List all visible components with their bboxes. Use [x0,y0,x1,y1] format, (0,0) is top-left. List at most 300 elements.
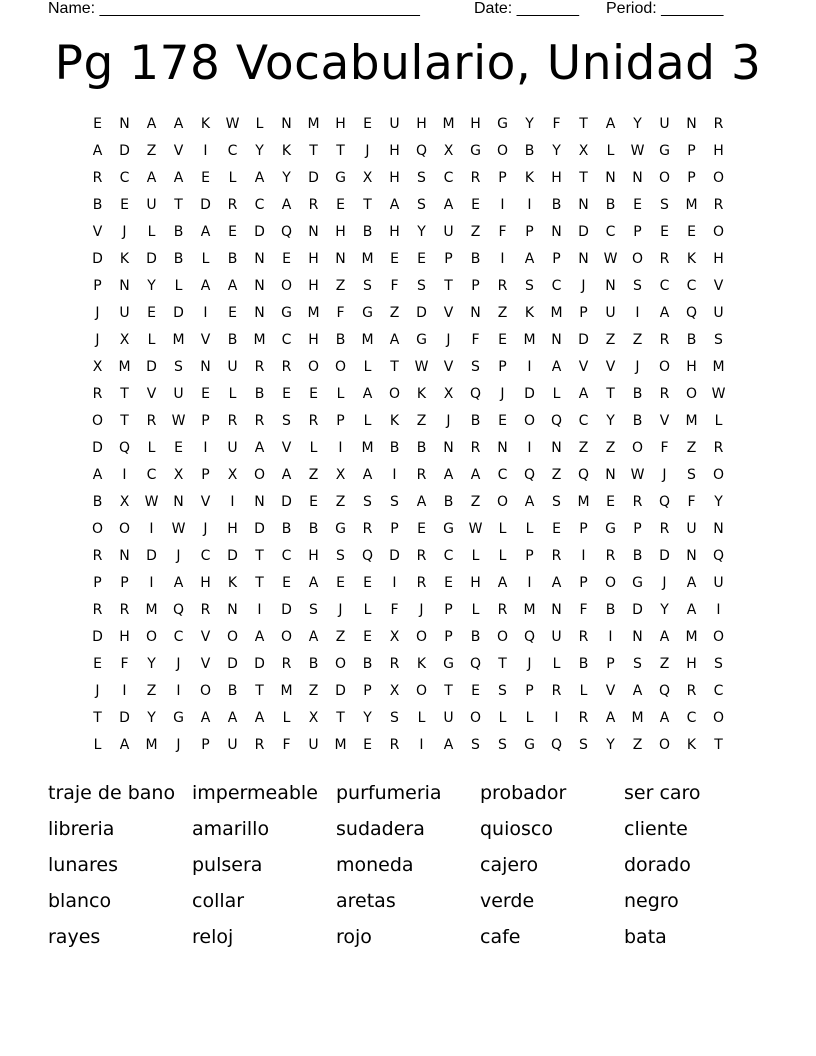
grid-letter[interactable]: P [498,170,507,186]
grid-letter[interactable]: S [633,656,642,672]
grid-letter[interactable]: A [173,575,184,591]
grid-letter[interactable]: D [146,359,157,375]
grid-letter[interactable]: O [118,521,131,537]
grid-letter[interactable]: Z [632,332,643,348]
grid-letter[interactable]: V [200,656,211,672]
grid-letter[interactable]: X [389,629,400,645]
grid-letter[interactable]: T [498,656,507,672]
grid-letter[interactable]: S [714,656,723,672]
grid-letter[interactable]: B [92,494,103,510]
grid-letter[interactable]: Y [525,116,534,132]
grid-letter[interactable]: E [336,575,345,591]
grid-letter[interactable]: L [363,359,372,375]
grid-letter[interactable]: H [713,251,724,267]
grid-letter[interactable]: Z [632,737,643,753]
grid-letter[interactable]: E [201,386,210,402]
grid-letter[interactable]: Z [551,467,562,483]
grid-letter[interactable]: Q [658,494,671,510]
grid-letter[interactable]: M [523,332,536,348]
grid-letter[interactable]: E [282,575,291,591]
grid-letter[interactable]: S [282,413,291,429]
grid-letter[interactable]: H [470,116,481,132]
grid-letter[interactable]: H [686,359,697,375]
grid-letter[interactable]: I [122,683,127,699]
grid-letter[interactable]: O [280,629,293,645]
grid-letter[interactable]: I [230,494,235,510]
grid-letter[interactable]: Y [633,116,642,132]
grid-letter[interactable]: R [389,737,400,753]
grid-letter[interactable]: S [417,170,426,186]
grid-letter[interactable]: S [390,494,399,510]
grid-letter[interactable]: B [254,386,265,402]
grid-letter[interactable]: M [253,332,266,348]
grid-letter[interactable]: F [579,602,588,618]
grid-letter[interactable]: U [146,197,157,213]
grid-letter[interactable]: T [579,116,588,132]
grid-letter[interactable]: E [228,305,237,321]
grid-letter[interactable]: S [687,467,696,483]
grid-letter[interactable]: S [633,278,642,294]
grid-letter[interactable]: J [95,305,100,321]
grid-letter[interactable]: Z [578,440,589,456]
grid-letter[interactable]: U [173,386,184,402]
grid-letter[interactable]: C [686,278,697,294]
grid-letter[interactable]: A [254,629,265,645]
grid-letter[interactable]: S [309,602,318,618]
grid-letter[interactable]: S [417,197,426,213]
grid-letter[interactable]: D [578,332,589,348]
grid-letter[interactable]: E [282,386,291,402]
grid-letter[interactable]: X [119,332,130,348]
grid-letter[interactable]: B [632,386,643,402]
grid-letter[interactable]: R [92,602,103,618]
grid-letter[interactable]: R [254,737,265,753]
grid-letter[interactable]: Z [335,278,346,294]
grid-letter[interactable]: O [91,413,104,429]
grid-letter[interactable]: A [254,710,265,726]
grid-letter[interactable]: Z [470,224,481,240]
grid-letter[interactable]: Q [550,413,563,429]
grid-letter[interactable]: N [497,440,508,456]
grid-letter[interactable]: V [146,386,157,402]
grid-letter[interactable]: T [120,413,129,429]
grid-letter[interactable]: M [631,710,644,726]
grid-letter[interactable]: W [171,521,186,537]
grid-letter[interactable]: I [527,575,532,591]
grid-letter[interactable]: Z [335,494,346,510]
grid-letter[interactable]: G [443,656,454,672]
grid-letter[interactable]: C [605,224,616,240]
grid-letter[interactable]: E [363,629,372,645]
grid-letter[interactable]: B [470,413,481,429]
grid-letter[interactable]: I [257,602,262,618]
grid-letter[interactable]: S [471,359,480,375]
grid-letter[interactable]: I [716,602,721,618]
grid-letter[interactable]: J [662,467,667,483]
grid-letter[interactable]: P [444,251,453,267]
grid-letter[interactable]: D [146,548,157,564]
grid-letter[interactable]: G [335,521,346,537]
grid-letter[interactable]: R [659,332,670,348]
grid-letter[interactable]: H [335,224,346,240]
grid-letter[interactable]: G [659,143,670,159]
grid-letter[interactable]: Y [282,170,291,186]
grid-letter[interactable]: X [119,494,130,510]
grid-letter[interactable]: E [363,575,372,591]
grid-letter[interactable]: N [551,224,562,240]
grid-letter[interactable]: B [173,224,184,240]
grid-letter[interactable]: V [200,629,211,645]
grid-letter[interactable]: T [444,683,453,699]
grid-letter[interactable]: Q [172,602,185,618]
grid-letter[interactable]: C [497,467,508,483]
grid-letter[interactable]: T [363,197,372,213]
grid-letter[interactable]: W [603,251,618,267]
grid-letter[interactable]: W [414,359,429,375]
grid-letter[interactable]: H [308,548,319,564]
grid-letter[interactable]: W [225,116,240,132]
grid-letter[interactable]: L [363,602,372,618]
grid-letter[interactable]: N [335,251,346,267]
grid-letter[interactable]: V [200,332,211,348]
grid-letter[interactable]: I [554,710,559,726]
grid-letter[interactable]: U [605,305,616,321]
grid-letter[interactable]: N [470,305,481,321]
grid-letter[interactable]: A [443,197,454,213]
grid-letter[interactable]: B [632,548,643,564]
grid-letter[interactable]: D [524,386,535,402]
grid-letter[interactable]: E [498,413,507,429]
grid-letter[interactable]: E [120,197,129,213]
grid-letter[interactable]: N [605,278,616,294]
grid-letter[interactable]: N [605,467,616,483]
grid-letter[interactable]: P [579,521,588,537]
grid-letter[interactable]: V [578,359,589,375]
grid-letter[interactable]: O [658,737,671,753]
grid-letter[interactable]: V [200,494,211,510]
grid-letter[interactable]: A [659,305,670,321]
grid-letter[interactable]: H [713,143,724,159]
grid-letter[interactable]: K [686,737,697,753]
grid-letter[interactable]: B [551,197,562,213]
grid-letter[interactable]: R [713,440,724,456]
grid-letter[interactable]: A [200,224,211,240]
grid-letter[interactable]: C [443,548,454,564]
grid-letter[interactable]: C [200,548,211,564]
grid-letter[interactable]: F [471,332,480,348]
grid-letter[interactable]: O [145,629,158,645]
grid-letter[interactable]: X [92,359,103,375]
grid-letter[interactable]: E [633,197,642,213]
grid-letter[interactable]: M [685,629,698,645]
grid-letter[interactable]: C [227,143,238,159]
grid-letter[interactable]: E [417,251,426,267]
grid-letter[interactable]: I [419,737,424,753]
grid-letter[interactable]: R [389,656,400,672]
grid-letter[interactable]: E [552,521,561,537]
grid-letter[interactable]: M [523,602,536,618]
grid-letter[interactable]: L [714,413,723,429]
grid-letter[interactable]: X [389,683,400,699]
grid-letter[interactable]: O [334,656,347,672]
grid-letter[interactable]: S [525,278,534,294]
grid-letter[interactable]: R [119,602,130,618]
grid-letter[interactable]: M [712,359,725,375]
grid-letter[interactable]: T [336,710,345,726]
grid-letter[interactable]: A [119,737,130,753]
grid-letter[interactable]: D [119,710,130,726]
grid-letter[interactable]: K [416,656,427,672]
grid-letter[interactable]: P [525,224,534,240]
grid-letter[interactable]: J [203,521,208,537]
grid-letter[interactable]: L [498,548,507,564]
grid-letter[interactable]: H [416,116,427,132]
grid-letter[interactable]: I [203,143,208,159]
grid-letter[interactable]: Q [280,224,293,240]
grid-letter[interactable]: P [525,548,534,564]
grid-letter[interactable]: L [228,170,237,186]
grid-letter[interactable]: B [470,251,481,267]
grid-letter[interactable]: O [91,521,104,537]
grid-letter[interactable]: J [95,683,100,699]
grid-letter[interactable]: A [524,494,535,510]
grid-letter[interactable]: W [144,494,159,510]
grid-letter[interactable]: H [686,656,697,672]
grid-letter[interactable]: B [416,440,427,456]
grid-letter[interactable]: O [307,359,320,375]
grid-letter[interactable]: F [390,602,399,618]
grid-letter[interactable]: R [551,683,562,699]
grid-letter[interactable]: R [362,521,373,537]
grid-letter[interactable]: B [227,683,238,699]
grid-letter[interactable]: I [392,575,397,591]
grid-letter[interactable]: J [122,224,127,240]
grid-letter[interactable]: E [228,224,237,240]
grid-letter[interactable]: D [281,602,292,618]
grid-letter[interactable]: B [227,332,238,348]
grid-letter[interactable]: T [606,386,615,402]
grid-letter[interactable]: G [470,143,481,159]
grid-letter[interactable]: N [254,305,265,321]
grid-letter[interactable]: T [255,683,264,699]
grid-letter[interactable]: S [660,197,669,213]
grid-letter[interactable]: T [255,548,264,564]
grid-letter[interactable]: C [254,197,265,213]
grid-letter[interactable]: U [119,305,130,321]
grid-letter[interactable]: E [660,224,669,240]
grid-letter[interactable]: U [227,737,238,753]
grid-letter[interactable]: W [468,521,483,537]
grid-letter[interactable]: Q [577,467,590,483]
grid-letter[interactable]: O [712,467,725,483]
grid-letter[interactable]: V [173,143,184,159]
grid-letter[interactable]: O [631,440,644,456]
grid-letter[interactable]: U [713,575,724,591]
grid-letter[interactable]: V [281,440,292,456]
grid-letter[interactable]: Q [523,467,536,483]
grid-letter[interactable]: S [498,737,507,753]
grid-letter[interactable]: N [713,521,724,537]
grid-letter[interactable]: Q [685,305,698,321]
grid-letter[interactable]: I [176,683,181,699]
grid-letter[interactable]: A [227,278,238,294]
grid-letter[interactable]: J [635,359,640,375]
grid-letter[interactable]: N [227,602,238,618]
grid-letter[interactable]: M [172,332,185,348]
grid-letter[interactable]: E [471,683,480,699]
grid-letter[interactable]: M [361,251,374,267]
grid-letter[interactable]: F [687,494,696,510]
grid-letter[interactable]: D [416,305,427,321]
grid-letter[interactable]: L [525,710,534,726]
grid-letter[interactable]: X [227,467,238,483]
grid-letter[interactable]: R [416,467,427,483]
grid-letter[interactable]: X [578,143,589,159]
grid-letter[interactable]: N [551,332,562,348]
grid-letter[interactable]: A [605,710,616,726]
grid-letter[interactable]: O [496,143,509,159]
grid-letter[interactable]: F [282,737,291,753]
grid-letter[interactable]: A [254,440,265,456]
grid-letter[interactable]: B [362,224,373,240]
grid-letter[interactable]: M [145,602,158,618]
grid-letter[interactable]: J [176,548,181,564]
grid-letter[interactable]: T [579,170,588,186]
grid-letter[interactable]: I [149,521,154,537]
grid-letter[interactable]: K [119,251,130,267]
grid-letter[interactable]: Y [417,224,426,240]
grid-letter[interactable]: E [201,170,210,186]
grid-letter[interactable]: R [470,440,481,456]
grid-letter[interactable]: B [389,440,400,456]
grid-letter[interactable]: P [552,251,561,267]
grid-letter[interactable]: J [419,602,424,618]
grid-letter[interactable]: L [309,440,318,456]
grid-letter[interactable]: D [92,440,103,456]
grid-letter[interactable]: S [498,683,507,699]
grid-letter[interactable]: V [92,224,103,240]
grid-letter[interactable]: G [443,521,454,537]
grid-letter[interactable]: E [390,251,399,267]
grid-letter[interactable]: N [173,494,184,510]
grid-letter[interactable]: A [497,575,508,591]
grid-letter[interactable]: P [390,521,399,537]
grid-letter[interactable]: V [443,305,454,321]
grid-letter[interactable]: V [659,413,670,429]
grid-letter[interactable]: F [660,440,669,456]
grid-letter[interactable]: D [254,224,265,240]
grid-letter[interactable]: H [119,629,130,645]
grid-letter[interactable]: B [308,656,319,672]
grid-letter[interactable]: A [308,575,319,591]
grid-letter[interactable]: J [527,656,532,672]
grid-letter[interactable]: X [443,143,454,159]
grid-letter[interactable]: W [711,386,726,402]
grid-letter[interactable]: N [443,440,454,456]
grid-letter[interactable]: R [281,359,292,375]
grid-letter[interactable]: O [280,278,293,294]
grid-letter[interactable]: D [578,224,589,240]
grid-letter[interactable]: O [658,359,671,375]
grid-letter[interactable]: U [308,737,319,753]
grid-letter[interactable]: Y [363,710,372,726]
grid-letter[interactable]: R [497,602,508,618]
grid-letter[interactable]: E [309,386,318,402]
grid-letter[interactable]: R [146,413,157,429]
grid-letter[interactable]: Z [146,683,157,699]
grid-letter[interactable]: A [146,170,157,186]
grid-letter[interactable]: H [551,170,562,186]
grid-letter[interactable]: J [662,575,667,591]
grid-letter[interactable]: C [443,170,454,186]
grid-letter[interactable]: J [176,737,181,753]
grid-letter[interactable]: Z [686,440,697,456]
grid-letter[interactable]: A [281,197,292,213]
grid-letter[interactable]: O [334,359,347,375]
grid-letter[interactable]: M [307,116,320,132]
grid-letter[interactable]: A [362,386,373,402]
grid-letter[interactable]: L [525,521,534,537]
grid-letter[interactable]: U [686,521,697,537]
grid-letter[interactable]: N [254,251,265,267]
grid-letter[interactable]: D [119,143,130,159]
grid-letter[interactable]: Q [118,440,131,456]
grid-letter[interactable]: F [120,656,129,672]
grid-letter[interactable]: P [579,305,588,321]
grid-letter[interactable]: E [93,116,102,132]
grid-letter[interactable]: D [92,629,103,645]
grid-letter[interactable]: S [336,548,345,564]
grid-letter[interactable]: E [471,197,480,213]
grid-letter[interactable]: Z [416,413,427,429]
grid-letter[interactable]: R [416,575,427,591]
grid-letter[interactable]: I [581,548,586,564]
grid-letter[interactable]: N [254,278,265,294]
grid-letter[interactable]: N [578,251,589,267]
grid-letter[interactable]: H [389,143,400,159]
grid-letter[interactable]: O [658,170,671,186]
grid-letter[interactable]: V [713,278,724,294]
grid-letter[interactable]: E [309,494,318,510]
grid-letter[interactable]: E [606,494,615,510]
grid-letter[interactable]: B [335,332,346,348]
grid-letter[interactable]: D [173,305,184,321]
grid-letter[interactable]: O [388,386,401,402]
grid-letter[interactable]: P [606,656,615,672]
grid-letter[interactable]: J [446,413,451,429]
grid-letter[interactable]: E [363,737,372,753]
grid-letter[interactable]: K [524,170,535,186]
grid-letter[interactable]: J [446,332,451,348]
grid-letter[interactable]: K [686,251,697,267]
grid-letter[interactable]: I [608,629,613,645]
grid-letter[interactable]: X [173,467,184,483]
grid-letter[interactable]: X [335,467,346,483]
grid-letter[interactable]: M [361,332,374,348]
grid-letter[interactable]: Y [660,602,669,618]
grid-letter[interactable]: A [659,710,670,726]
grid-letter[interactable]: C [119,170,130,186]
grid-letter[interactable]: D [308,170,319,186]
grid-letter[interactable]: Q [469,656,482,672]
grid-letter[interactable]: E [282,251,291,267]
grid-letter[interactable]: B [227,251,238,267]
grid-letter[interactable]: D [254,521,265,537]
grid-letter[interactable]: P [633,224,642,240]
grid-letter[interactable]: X [362,170,373,186]
grid-letter[interactable]: Y [147,656,156,672]
grid-letter[interactable]: H [308,251,319,267]
